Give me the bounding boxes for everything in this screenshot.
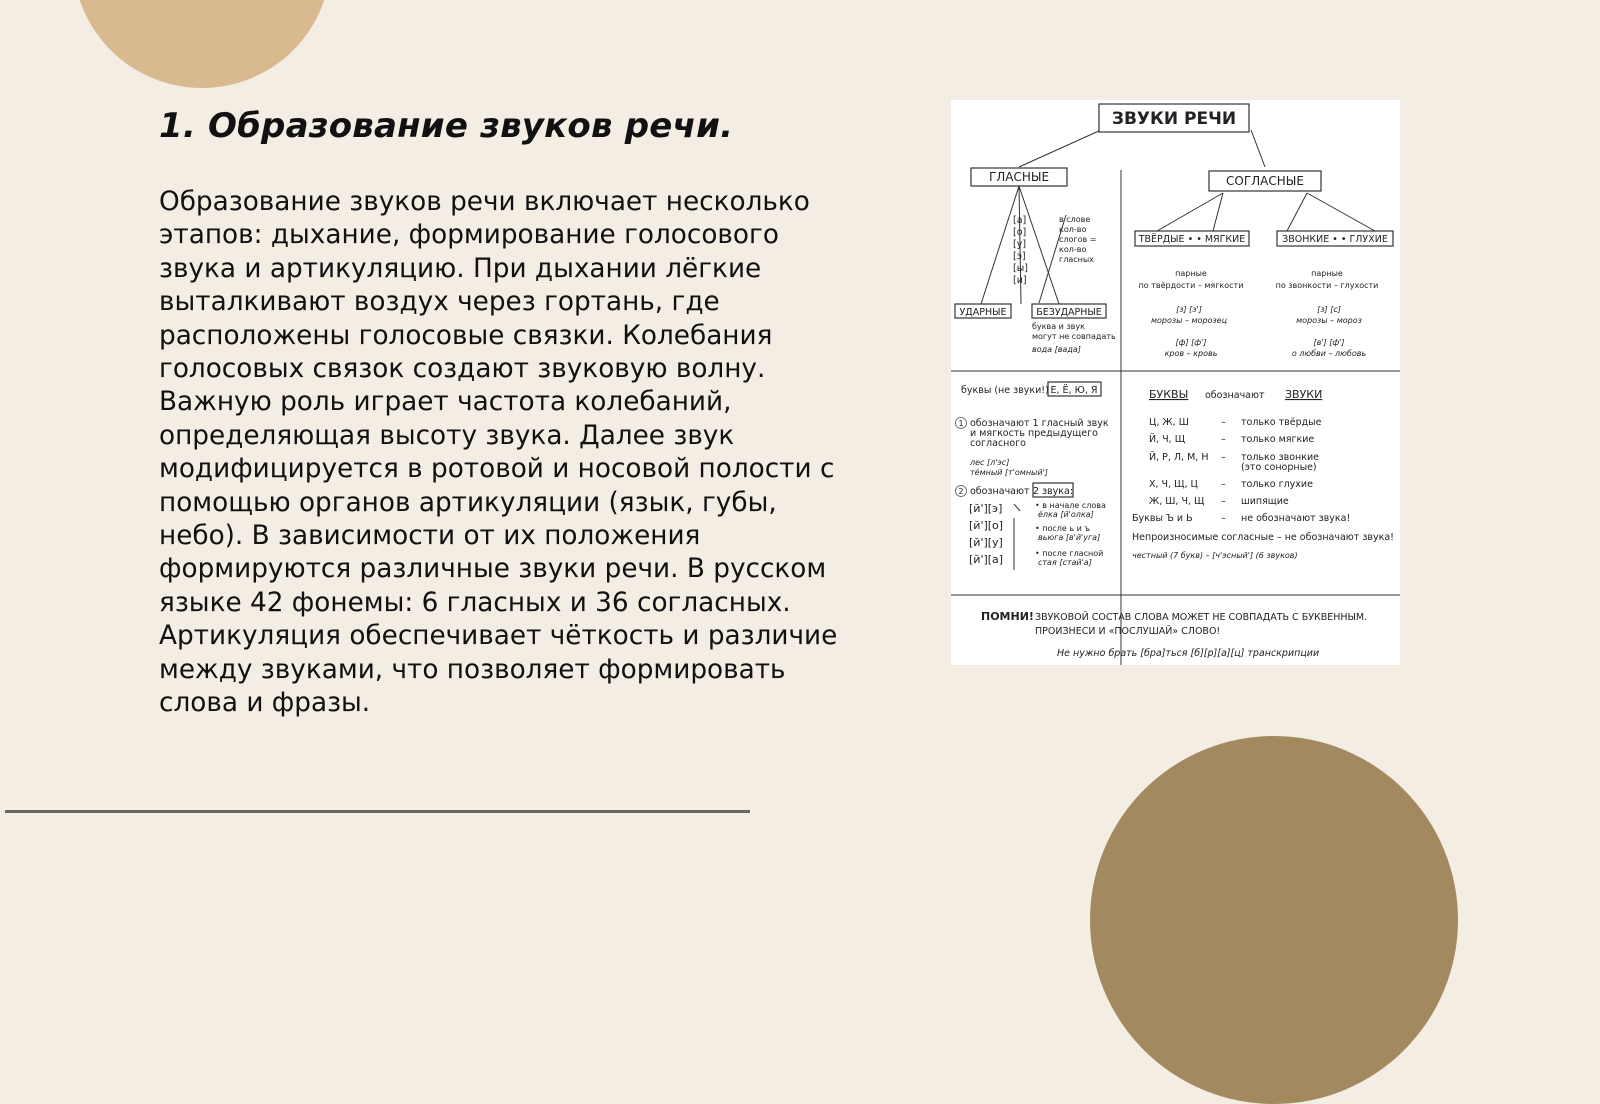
table-cell: Буквы Ъ и Ь — [1132, 513, 1193, 524]
two-sounds-note: • после ь и ъ — [1035, 524, 1091, 533]
table-cell: Й, Ч, Щ — [1149, 434, 1186, 445]
paired-voiced-line: парные — [1311, 269, 1343, 278]
remember-label: ПОМНИ! — [981, 610, 1034, 623]
divider-line — [5, 810, 750, 813]
silent-consonants-note: Непроизносимые согласные – не обозначают звука! — [1132, 532, 1394, 543]
decorative-circle-bottom — [1090, 736, 1458, 1104]
decorative-circle-top — [73, 0, 331, 88]
table-head-denote: обозначают — [1205, 390, 1265, 401]
hard-soft-example: кров – кровь — [1164, 349, 1218, 358]
scheme-vowels: ГЛАСНЫЕ — [988, 170, 1050, 184]
paired-voiced-line: по звонкости – глухости — [1275, 281, 1379, 290]
scheme-root: ЗВУКИ РЕЧИ — [1111, 109, 1237, 129]
rule1-line: и мягкость предыдущего — [970, 428, 1098, 439]
letters-not-sounds: буквы (не звуки!) — [961, 385, 1049, 396]
table-cell: – — [1221, 452, 1226, 463]
vowel-note-line: кол-во — [1059, 225, 1087, 234]
table-head-letters: БУКВЫ — [1149, 388, 1189, 401]
slide-title: 1. Образование звуков речи. — [159, 106, 734, 146]
voiced-example: о любви – любовь — [1291, 349, 1367, 358]
table-cell: шипящие — [1241, 496, 1289, 507]
two-sounds-item: [й'][о] — [969, 519, 1004, 532]
table-cell: только твёрдые — [1241, 417, 1322, 428]
table-cell: Ц, Ж, Ш — [1149, 417, 1189, 428]
scheme-unstressed: БЕЗУДАРНЫЕ — [1036, 307, 1102, 318]
rule1-line: обозначают 1 гласный звук — [970, 418, 1109, 429]
table-cell: – — [1221, 496, 1226, 507]
table-cell: – — [1221, 434, 1226, 445]
table-cell: только звонкие — [1241, 452, 1320, 463]
unstressed-note-line: могут не совпадать — [1032, 332, 1116, 341]
rule1-line: согласного — [970, 438, 1026, 449]
scheme-hard-soft: ТВЁРДЫЕ • • МЯГКИЕ — [1138, 234, 1246, 245]
rule2-label: обозначают — [970, 486, 1030, 497]
table-cell: не обозначают звука! — [1241, 513, 1351, 524]
remember-note: Не нужно брать [бра]ться [б][р][а][ц] транскрипции — [1057, 648, 1320, 659]
two-sounds-note: ёлка [й'олка] — [1038, 510, 1094, 519]
voiced-example: морозы – мороз — [1296, 316, 1362, 325]
unstressed-note-line: буква и звук — [1032, 322, 1085, 331]
letters-eeyuya: Е, Ё, Ю, Я — [1050, 385, 1098, 396]
two-sounds-item: [й'][э] — [969, 502, 1003, 515]
scheme-stressed: УДАРНЫЕ — [959, 307, 1007, 318]
rule-number: 1 — [958, 419, 964, 428]
table-cell: только мягкие — [1241, 434, 1315, 445]
vowel-item: [у] — [1013, 239, 1027, 250]
two-sounds-item: [й'][а] — [969, 553, 1004, 566]
table-cell: только глухие — [1241, 479, 1313, 490]
voiced-example: [в'] [ф'] — [1313, 338, 1345, 347]
speech-sounds-scheme — [951, 100, 1400, 665]
hard-soft-example: морозы – морозец — [1150, 316, 1228, 325]
scheme-voiced-voiceless: ЗВОНКИЕ • • ГЛУХИЕ — [1282, 234, 1388, 245]
table-cell: Х, Ч, Щ, Ц — [1149, 479, 1198, 490]
vowel-item: [ы] — [1013, 263, 1028, 274]
scheme-diagram — [951, 100, 1400, 665]
paired-hard-line: парные — [1175, 269, 1207, 278]
two-sounds-note: • после гласной — [1035, 549, 1104, 558]
remember-text: ЗВУКОВОЙ СОСТАВ СЛОВА МОЖЕТ НЕ СОВПАДАТЬ С БУКВЕННЫМ. — [1035, 612, 1368, 623]
vowel-note-line: кол-во — [1059, 245, 1087, 254]
two-sounds-item: [й'][у] — [969, 536, 1003, 549]
unstressed-note-line: вода [вада] — [1032, 345, 1081, 354]
table-cell: Й, Р, Л, М, Н — [1149, 452, 1209, 463]
hard-soft-example: [ф] [ф'] — [1175, 338, 1207, 347]
two-sounds-note: вьюга [в'й'уга] — [1038, 533, 1101, 542]
voiced-example: [з] [с] — [1317, 305, 1341, 314]
hard-soft-example: [з] [з'] — [1176, 305, 1202, 314]
table-cell: – — [1221, 479, 1226, 490]
table-cell: – — [1221, 513, 1226, 524]
table-head-sounds: ЗВУКИ — [1285, 388, 1323, 401]
table-cell: Ж, Ш, Ч, Щ — [1149, 496, 1205, 507]
rule1-example: тёмный [т'омный'] — [970, 468, 1048, 477]
vowel-note-line: гласных — [1059, 255, 1094, 264]
slide-body-text: Образование звуков речи включает несколько этапов: дыхание, формирование голосового звука и артикуляцию. При дыхании лёгкие выталкивают воздух через гортань, где расположены голосовые связки. Колебания голосовых связок создают звуковую волну. Важную роль играет частота колебаний, определяющая высоту звука. Далее звук модифицируется в ротовой и носовой полости с помощью органов артикуляции (язык, губы, небо). В зависимости от их положения формируются различные звуки речи. В русском языке 42 фонемы: 6 гласных и 36 согласных. Артикуляция обеспечивает чёткость и различие между звуками, что позволяет формировать слова и фразы. — [159, 187, 838, 719]
honest-example: честный (7 букв) – [ч'эсный'] (6 звуков) — [1132, 551, 1298, 560]
vowel-item: [о] — [1013, 227, 1027, 238]
vowel-note-line: в слове — [1059, 215, 1091, 224]
table-cell: (это сонорные) — [1241, 462, 1317, 473]
two-sounds-label: 2 звука: — [1032, 486, 1074, 497]
two-sounds-note: • в начале слова — [1035, 501, 1106, 510]
paired-hard-line: по твёрдости – мягкости — [1138, 281, 1244, 290]
vowel-note-line: слогов = — [1059, 235, 1097, 244]
table-cell: – — [1221, 417, 1226, 428]
scheme-consonants: СОГЛАСНЫЕ — [1226, 174, 1304, 188]
vowel-item: [а] — [1013, 215, 1027, 226]
rule-number: 2 — [958, 487, 964, 496]
vowel-item: [и] — [1013, 275, 1027, 286]
vowel-item: [э] — [1013, 251, 1026, 262]
rule1-example: лес [л'эс] — [970, 458, 1010, 467]
two-sounds-note: стая [стай'а] — [1038, 558, 1092, 567]
remember-text: ПРОИЗНЕСИ И «ПОСЛУШАЙ» СЛОВО! — [1035, 626, 1221, 637]
